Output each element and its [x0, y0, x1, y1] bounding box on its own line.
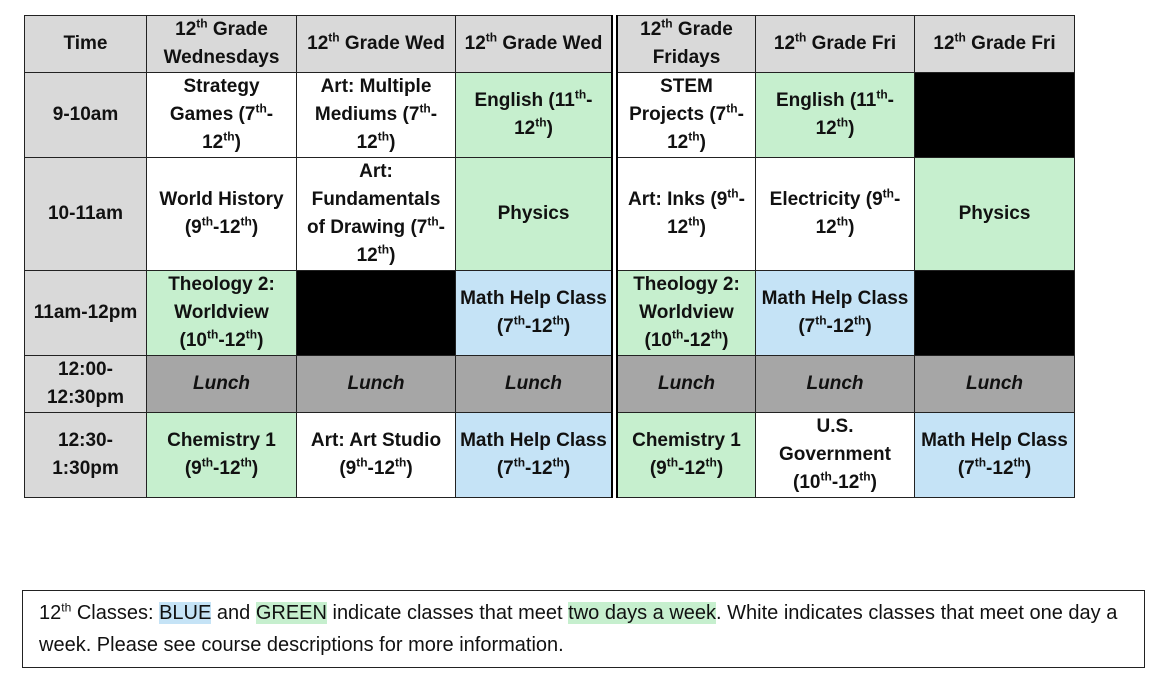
class-title: English	[474, 90, 544, 111]
class-cell	[615, 271, 756, 356]
class-title: Art: Art Studio	[310, 430, 442, 451]
time-slot: 12:00-12:30pm	[25, 356, 147, 413]
note-green-word: GREEN	[255, 602, 327, 624]
note-grade: 12	[39, 602, 62, 624]
class-title: Strategy Games	[169, 76, 260, 125]
grade-suffix: th	[954, 30, 966, 45]
class-title: World History	[159, 189, 284, 210]
class-title: Physics	[497, 203, 570, 224]
column-header: 12th Grade Fri	[756, 16, 915, 73]
grade-range: (10th-12th)	[644, 327, 729, 351]
schedule-row	[25, 356, 1075, 413]
class-title: Art: Fundamentals of Drawing	[306, 161, 441, 238]
class-cell	[456, 158, 615, 271]
grade-range: (9th-12th)	[667, 186, 745, 238]
class-title: Art: Inks	[628, 189, 706, 210]
class-title: English	[776, 90, 845, 111]
class-cell	[147, 73, 297, 158]
legend-note	[22, 590, 1145, 668]
grade-range: (7th-12th)	[798, 313, 872, 337]
class-cell	[915, 413, 1075, 498]
class-title: Lunch	[658, 373, 715, 394]
class-title: Theology 2: Worldview	[633, 274, 740, 323]
schedule-row	[25, 271, 1075, 356]
lunch-cell	[915, 356, 1075, 413]
class-title: U.S. Government	[779, 416, 891, 465]
class-cell	[915, 158, 1075, 271]
class-cell	[147, 413, 297, 498]
schedule-row	[25, 73, 1075, 158]
column-header: 12th Grade Fri	[915, 16, 1075, 73]
schedule-row	[25, 158, 1075, 271]
time-slot: 12:30-1:30pm	[25, 413, 147, 498]
grade-range: (7th-12th)	[356, 101, 438, 153]
grade-range: (7th-12th)	[356, 214, 445, 266]
class-cell	[147, 158, 297, 271]
class-title: Art: Multiple Mediums	[314, 76, 432, 125]
class-cell	[297, 73, 456, 158]
class-cell	[756, 413, 915, 498]
class-cell	[615, 158, 756, 271]
lunch-cell	[456, 356, 615, 413]
class-cell	[456, 413, 615, 498]
time-slot: 9-10am	[25, 73, 147, 158]
column-header: 12th Grade Wed	[456, 16, 615, 73]
note-blue-word: BLUE	[159, 602, 212, 624]
class-title: Electricity	[769, 189, 861, 210]
class-cell	[456, 271, 615, 356]
class-title: Math Help Class	[460, 430, 607, 451]
grade-suffix: th	[485, 30, 498, 45]
column-header: 12th Grade Wednesdays	[147, 16, 297, 73]
class-title: Lunch	[505, 373, 562, 394]
class-title: Math Help Class	[921, 430, 1068, 451]
grade-range: (9th-12th)	[184, 455, 259, 479]
grade-range: (9th-12th)	[815, 186, 901, 238]
lunch-cell	[147, 356, 297, 413]
class-title: STEM Projects	[629, 76, 713, 125]
note-text-4: . White indicates classes that meet one day a week. Please see course descriptions for more information.	[39, 602, 1118, 656]
grade-range: (7th-12th)	[667, 101, 744, 153]
empty-slot	[915, 73, 1075, 158]
class-cell	[756, 271, 915, 356]
empty-slot	[297, 271, 456, 356]
class-cell	[615, 73, 756, 158]
grade-range: (10th-12th)	[793, 469, 877, 493]
column-header: 12th Grade Fridays	[615, 16, 756, 73]
column-header: 12th Grade Wed	[297, 16, 456, 73]
class-cell	[756, 73, 915, 158]
class-title: Math Help Class	[460, 288, 607, 309]
class-title: Theology 2: Worldview	[168, 274, 275, 323]
grade-suffix: th	[328, 30, 340, 45]
grade-range: (11th-12th)	[514, 87, 593, 139]
lunch-cell	[756, 356, 915, 413]
class-title: Chemistry 1	[167, 430, 276, 451]
class-title: Lunch	[347, 373, 405, 394]
note-highlight: two days a week	[568, 602, 717, 624]
lunch-cell	[297, 356, 456, 413]
schedule-table	[24, 15, 1075, 498]
lunch-cell	[615, 356, 756, 413]
empty-slot	[915, 271, 1075, 356]
grade-suffix: th	[196, 16, 208, 31]
class-title: Math Help Class	[761, 288, 909, 309]
grade-range: (10th-12th)	[179, 327, 264, 351]
time-header: Time	[25, 16, 147, 73]
note-text-2: and	[211, 602, 256, 624]
time-slot: 10-11am	[25, 158, 147, 271]
grade-range: (9th-12th)	[184, 214, 259, 238]
note-text-3: indicate classes that meet	[326, 602, 569, 624]
header-row	[25, 16, 1075, 73]
schedule-row	[25, 413, 1075, 498]
time-slot: 11am-12pm	[25, 271, 147, 356]
grade-range: (7th-12th)	[957, 455, 1032, 479]
grade-range: (9th-12th)	[649, 455, 724, 479]
grade-range: (7th-12th)	[202, 101, 274, 153]
class-cell	[147, 271, 297, 356]
class-cell	[297, 158, 456, 271]
class-cell	[756, 158, 915, 271]
note-grade-suffix: th	[61, 600, 72, 615]
class-title: Chemistry 1	[632, 430, 741, 451]
grade-range: (7th-12th)	[496, 313, 571, 337]
note-text-1: Classes:	[71, 602, 160, 624]
class-title: Lunch	[193, 373, 250, 394]
grade-range: (7th-12th)	[496, 455, 571, 479]
class-title: Lunch	[806, 373, 864, 394]
class-cell	[297, 413, 456, 498]
class-cell	[615, 413, 756, 498]
class-title: Physics	[958, 203, 1031, 224]
class-cell	[456, 73, 615, 158]
grade-range: (9th-12th)	[339, 455, 413, 479]
class-title: Lunch	[966, 373, 1023, 394]
grade-suffix: th	[661, 16, 673, 31]
grade-suffix: th	[795, 30, 807, 45]
grade-range: (11th-12th)	[815, 87, 894, 139]
